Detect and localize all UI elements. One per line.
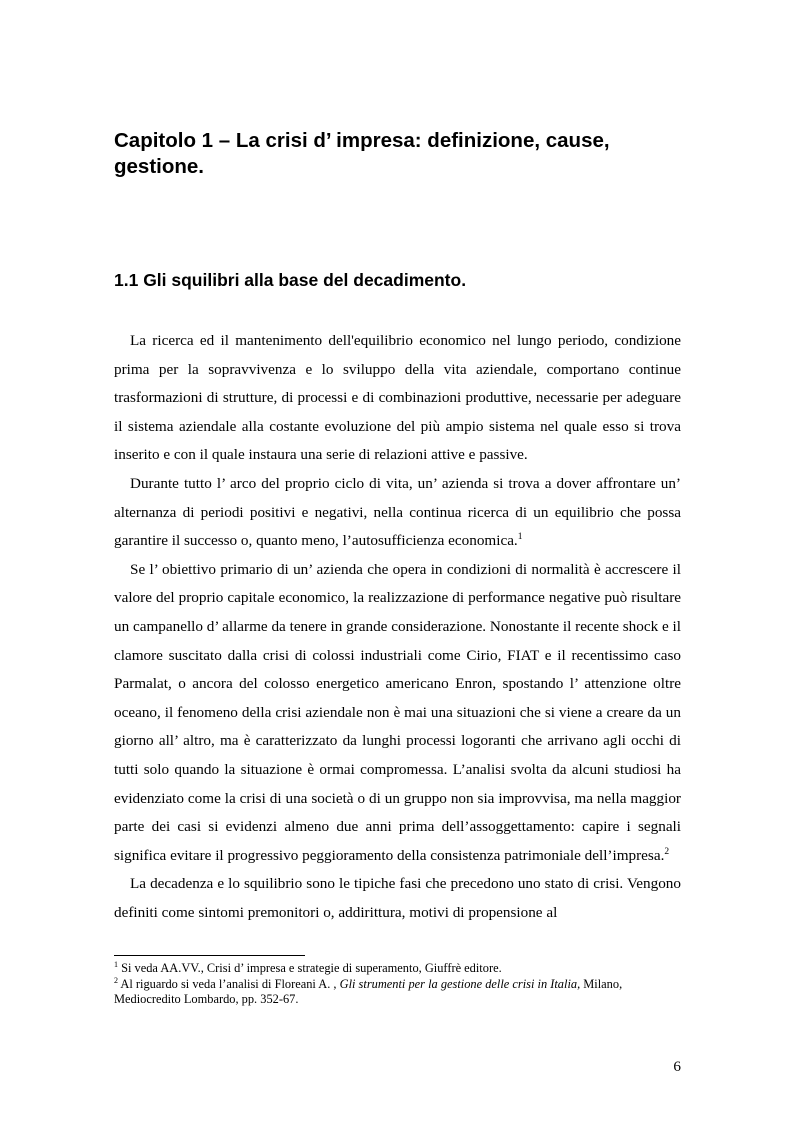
footnote-1 <box>114 961 681 977</box>
footnote-reference[interactable]: 1 <box>517 532 523 543</box>
paragraph-text: Se l’ obiettivo primario di un’ azienda che opera in condizioni di normalità è accrescere il valore del proprio capitale economico, la realizzazione di performance negative può risultare un campanello d’ allarme da tenere in grande considerazione. Nonostante il recente shock e il clamore suscitato dalla crisi di colossi industriali come Cirio, FIAT e il recentissimo caso Parmalat, o ancora del colosso energetico americano Enron, spostando l’ attenzione oltre oceano, il fenomeno della crisi aziendale non è mai una situazioni che si viene a creare da un giorno all’ altro, ma è caratterizzato da lunghi processi logoranti che arrivano agli occhi di tutti solo quando la situazione è ormai compromessa. L’analisi svolta da alcuni studiosi ha evidenziato come la crisi di una società o di un gruppo non sia improvvisa, ma nella maggior parte dei casi si evidenzi almeno due anni prima dell’assoggettamento: capire i segnali significa evitare il progressivo peggioramento della consistenza patrimoniale dell’impresa. <box>114 560 681 864</box>
page-number: 6 <box>673 1058 681 1075</box>
footnote-number: 2 <box>114 975 118 985</box>
footnotes <box>114 961 681 1008</box>
paragraph-2 <box>114 470 681 556</box>
footnote-text: Si veda AA.VV., Crisi d’ impresa e strategie di superamento, Giuffrè editore. <box>118 961 502 975</box>
paragraph-3 <box>114 556 681 871</box>
paragraph-1 <box>114 327 681 470</box>
paragraph-text: Durante tutto l’ arco del proprio ciclo di vita, un’ azienda si trova a dover affrontare un’ alternanza di periodi positivi e negativi, nella continua ricerca di un equilibrio che possa garantire il successo o, quanto meno, l’autosufficienza economica. <box>114 474 681 550</box>
footnote-title-italic: Gli strumenti per la gestione delle crisi in Italia, <box>339 976 581 991</box>
paragraph-4 <box>114 870 681 927</box>
body-text <box>114 327 681 927</box>
footnote-2 <box>114 977 681 1008</box>
paragraph-text: La ricerca ed il mantenimento dell'equilibrio economico nel lungo periodo, condizione prima per la sopravvivenza e lo sviluppo della vita aziendale, comportano continue trasformazioni di strutture, di processi e di combinazioni produttive, necessarie per adeguare il sistema aziendale alla costante evoluzione del più ampio sistema nel quale esso si trova inserito e con il quale instaura una serie di relazioni attive e passive. <box>114 332 681 464</box>
section-title: 1.1 Gli squilibri alla base del decadimento. <box>114 270 467 290</box>
footnote-text: Al riguardo si veda l’analisi di Floreani A. , <box>118 976 340 991</box>
footnote-text-after: Milano, Mediocredito Lombardo, pp. 352-67. <box>114 976 623 1006</box>
footnote-reference[interactable]: 2 <box>664 846 670 857</box>
chapter-title: Capitolo 1 – La crisi d’ impresa: definizione, cause, gestione. <box>114 129 610 178</box>
footnote-number: 1 <box>114 959 118 969</box>
footnote-separator <box>114 955 305 956</box>
paragraph-text: La decadenza e lo squilibrio sono le tipiche fasi che precedono uno stato di crisi. Vengono definiti come sintomi premonitori o, addirittura, motivi di propensione al <box>114 875 681 921</box>
